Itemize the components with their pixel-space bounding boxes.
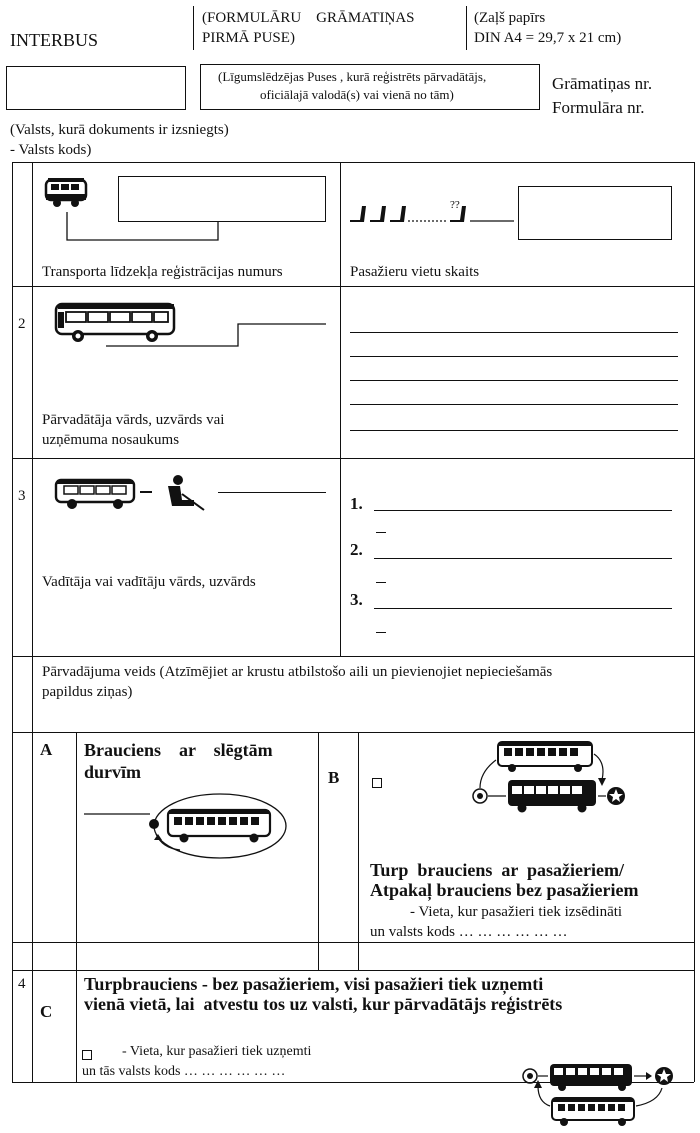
driver-label: Vadītāja vai vadītāju vārds, uzvārds	[42, 574, 256, 590]
section3-number: 3	[18, 488, 26, 504]
brand-title: INTERBUS	[10, 30, 99, 50]
book-number-label: Grāmatiņas nr.	[552, 74, 653, 93]
option-a-title-line1: Brauciens ar slēgtām	[84, 740, 273, 760]
seats-glyph: ??	[450, 199, 460, 211]
driver-2-field[interactable]	[374, 558, 672, 559]
driver-1-field[interactable]	[374, 510, 672, 511]
form-number-label: Formulāra nr.	[552, 98, 645, 117]
option-c-title-line2: vienā vietā, lai atvestu tos uz valsti, kur pārvadātājs reģistrēts	[84, 994, 563, 1014]
option-a-letter: A	[40, 740, 53, 759]
option-b-letter: B	[328, 768, 340, 787]
header-divider	[466, 6, 467, 50]
driver-2-label: 2.	[350, 540, 363, 559]
driver-1-tick	[376, 532, 386, 533]
driver-inline-line	[218, 492, 326, 493]
option-c-letter: C	[40, 1002, 53, 1021]
option-b-place-line1: - Vieta, kur pasažieri tiek izsēdināti	[410, 904, 623, 920]
country-code-label: - Valsts kods)	[10, 142, 92, 158]
vehicle-reg-label: Transporta līdzekļa reģistrācijas numurs	[42, 264, 283, 280]
header-divider	[193, 6, 194, 50]
connector-line	[66, 212, 222, 247]
option-b-checkbox[interactable]	[372, 778, 382, 788]
driver-3-label: 3.	[350, 590, 363, 609]
driver-2-tick	[376, 582, 386, 583]
option-a-title-line2: durvīm	[84, 762, 142, 782]
carrier-label-line2: uzņēmuma nosaukums	[42, 432, 180, 448]
section4-number: 4	[18, 976, 26, 992]
driver-3-tick	[376, 632, 386, 633]
form-side-line2: PIRMĀ PUSE)	[202, 30, 295, 46]
transport-type-line1: Pārvadājuma veids (Atzīmējiet ar krustu atbilstošo aili un pievienojiet nepieciešamās	[42, 664, 553, 680]
country-name-field[interactable]	[6, 66, 186, 110]
option-b-title-line1: Turp brauciens ar pasažieriem/	[370, 860, 625, 880]
closed-door-icon	[84, 790, 290, 867]
party-note-line2: oficiālajā valodā(s) vai vienā no tām)	[260, 87, 454, 102]
transport-type-line2: papildus ziņas)	[42, 684, 133, 700]
option-c-place-line2[interactable]: un tās valsts kods … … … … … …	[82, 1064, 286, 1079]
party-note-line1: (Līgumslēdzējas Puses , kurā reģistrēts pārvadātājs,	[218, 69, 487, 84]
option-c-checkbox[interactable]	[82, 1050, 92, 1060]
seats-field[interactable]	[518, 186, 672, 240]
option-c-title-line1: Turpbrauciens - bez pasažieriem, visi pasažieri tiek uzņemti	[84, 974, 544, 994]
form-side-line1: (FORMULĀRU GRĀMATIŅAS	[202, 10, 415, 26]
country-issued-label: (Valsts, kurā dokuments ir izsniegts)	[10, 122, 229, 138]
paper-line2: DIN A4 = 29,7 x 21 cm)	[474, 30, 622, 46]
option-b-place-line2[interactable]: un valsts kods … … … … … …	[370, 924, 568, 940]
seats-icon	[350, 196, 516, 231]
driver-1-label: 1.	[350, 494, 363, 513]
paper-line1: (Zaļš papīrs	[474, 10, 546, 26]
option-b-title-line2: Atpakaļ brauciens bez pasažieriem	[370, 880, 639, 900]
return-trip-icon	[466, 740, 630, 829]
bus-driver-icon	[54, 474, 214, 519]
connector-line	[106, 322, 328, 353]
small-bus-icon	[44, 176, 90, 215]
section2-number: 2	[18, 316, 26, 332]
seats-label: Pasažieru vietu skaits	[350, 264, 480, 280]
driver-3-field[interactable]	[374, 608, 672, 609]
option-c-place-line1: - Vieta, kur pasažieri tiek uzņemti	[122, 1044, 312, 1059]
carrier-label-line1: Pārvadātāja vārds, uzvārds vai	[42, 412, 225, 428]
one-way-icon	[518, 1058, 686, 1133]
